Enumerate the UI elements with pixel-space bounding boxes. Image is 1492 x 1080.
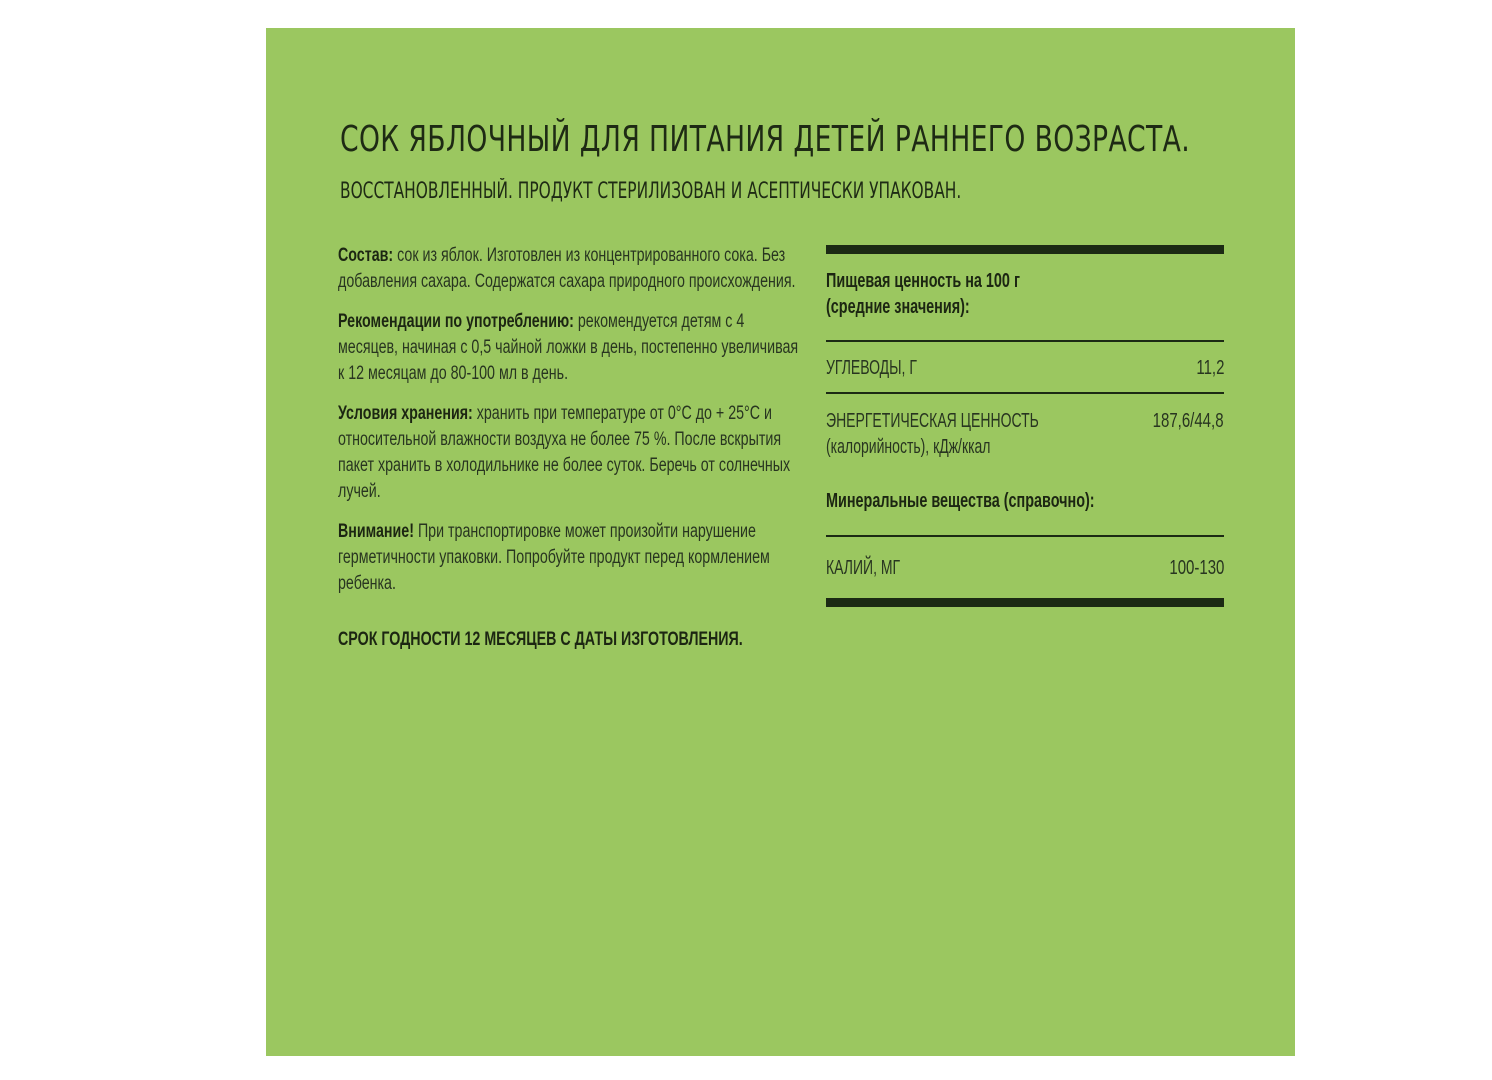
potassium-label: КАЛИЙ, МГ: [826, 557, 901, 579]
attention-paragraph: [338, 519, 803, 597]
nutrition-title-line2: (средние значения):: [826, 296, 970, 318]
energy-label: [826, 408, 1134, 460]
composition-paragraph: [338, 243, 803, 295]
energy-label-line2: (калорийность), кДж/ккал: [826, 436, 991, 458]
table-divider: [826, 392, 1224, 394]
energy-label-line1: ЭНЕРГЕТИЧЕСКАЯ ЦЕННОСТЬ: [826, 410, 1039, 432]
info-column: [338, 243, 803, 667]
table-top-bar: [826, 245, 1224, 254]
storage-label: Условия хранения:: [338, 403, 473, 424]
composition-label: Состав:: [338, 245, 394, 266]
carbs-value: 11,2: [1195, 357, 1224, 379]
energy-value: 187,6/44,8: [1153, 410, 1224, 432]
product-subtitle: ВОССТАНОВЛЕННЫЙ. ПРОДУКТ СТЕРИЛИЗОВАН И АСЕПТИЧЕСКИ УПАКОВАН.: [340, 179, 962, 204]
storage-paragraph: [338, 401, 803, 505]
nutrition-title-line1: Пищевая ценность на 100 г: [826, 270, 1020, 292]
table-bottom-bar: [826, 598, 1224, 607]
recommendations-label: Рекомендации по употреблению:: [338, 311, 574, 332]
attention-label: Внимание!: [338, 521, 414, 542]
potassium-value: 100-130: [1168, 557, 1224, 579]
minerals-title: Минеральные вещества (справочно):: [826, 490, 1095, 512]
attention-text: При транспортировке может произойти нарушение герметичности упаковки. Попробуйте продукт перед кормлением ребенка.: [338, 521, 770, 594]
composition-text: сок из яблок. Изготовлен из концентрированного сока. Без добавления сахара. Содержатся сахара природного происхождения.: [338, 245, 796, 292]
table-divider: [826, 535, 1224, 537]
product-title: СОК ЯБЛОЧНЫЙ ДЛЯ ПИТАНИЯ ДЕТЕЙ РАННЕГО ВОЗРАСТА.: [340, 119, 1191, 160]
carbs-label: УГЛЕВОДЫ, Г: [826, 357, 917, 379]
recommendations-paragraph: [338, 309, 803, 387]
shelf-life: СРОК ГОДНОСТИ 12 МЕСЯЦЕВ С ДАТЫ ИЗГОТОВЛЕНИЯ.: [338, 629, 743, 650]
recommendations-text: рекомендуется детям с 4 месяцев, начиная с 0,5 чайной ложки в день, постепенно увеличивая к 12 месяцам до 80-100 мл в день.: [338, 311, 799, 384]
nutrition-title: [826, 268, 1229, 320]
storage-text: хранить при температуре от 0°C до + 25°C и относительной влажности воздуха не более 75 %. После вскрытия пакет хранить в холодильнике не более суток. Беречь от солнечных лучей.: [338, 403, 791, 502]
table-divider: [826, 340, 1224, 342]
